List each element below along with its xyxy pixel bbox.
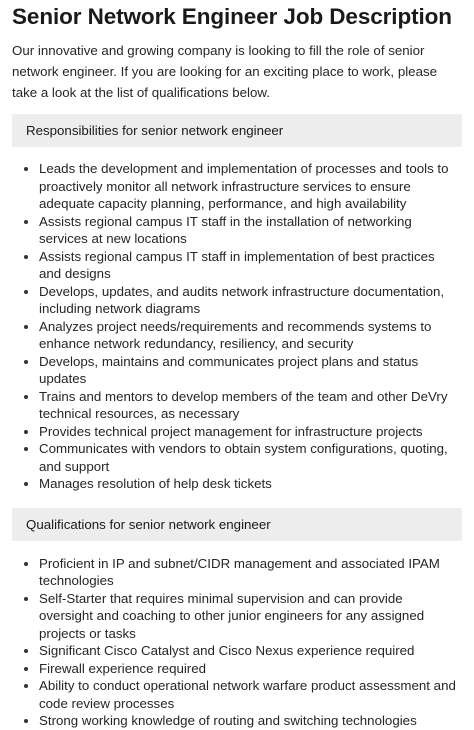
list-item-text: Analyzes project needs/requirements and recommends systems to enhance network redundancy, resiliency, and security	[39, 318, 432, 351]
responsibilities-list	[12, 160, 462, 493]
list-item-text: Assists regional campus IT staff in the installation of networking services at new locations	[39, 213, 412, 246]
page-title: Senior Network Engineer Job Description	[12, 4, 452, 29]
responsibilities-section-header	[12, 114, 462, 147]
list-item	[12, 248, 462, 283]
list-item	[12, 213, 462, 248]
list-item	[12, 423, 462, 441]
list-item-text: Manages resolution of help desk tickets	[39, 476, 272, 491]
bullet-icon	[24, 667, 28, 671]
list-item-text: Significant Cisco Catalyst and Cisco Nexus experience required	[39, 643, 415, 658]
bullet-icon	[24, 167, 28, 171]
bullet-icon	[24, 597, 28, 601]
list-item-text: Communicates with vendors to obtain system configurations, quoting, and support	[39, 441, 448, 474]
bullet-icon	[24, 430, 28, 434]
list-item	[12, 590, 462, 643]
qualifications-list	[12, 555, 462, 730]
bullet-icon	[24, 290, 28, 294]
responsibilities-heading: Responsibilities for senior network engineer	[26, 123, 284, 138]
bullet-icon	[24, 562, 28, 566]
list-item-text: Develops, updates, and audits network infrastructure documentation, including network diagrams	[39, 283, 445, 316]
list-item-text: Firewall experience required	[39, 660, 207, 676]
list-item	[12, 475, 462, 493]
list-item-text: Develops, maintains and communicates project plans and status updates	[39, 353, 419, 386]
list-item-text: Provides technical project management for infrastructure projects	[39, 423, 423, 439]
bullet-icon	[24, 649, 28, 653]
bullet-icon	[24, 719, 28, 723]
bullet-icon	[24, 220, 28, 224]
bullet-icon	[24, 482, 28, 486]
list-item	[12, 160, 462, 213]
list-item	[12, 712, 462, 730]
list-item-text: Leads the development and implementation of processes and tools to proactively monitor all network infrastructure services to ensure adequate capacity planning, performance, and high availability	[39, 161, 449, 211]
list-item	[12, 642, 462, 660]
list-item	[12, 660, 462, 678]
list-item	[12, 283, 462, 318]
list-item-text: Proficient in IP and subnet/CIDR management and associated IPAM technologies	[39, 555, 440, 588]
list-item	[12, 318, 462, 353]
qualifications-heading: Qualifications for senior network engineer	[26, 516, 271, 532]
bullet-icon	[24, 395, 28, 399]
bullet-icon	[24, 684, 28, 688]
bullet-icon	[24, 255, 28, 259]
list-item	[12, 353, 462, 388]
list-item-text: Strong working knowledge of routing and switching technologies	[39, 713, 417, 728]
list-item	[12, 388, 462, 423]
list-item-text: Assists regional campus IT staff in implementation of best practices and designs	[39, 248, 435, 281]
intro-paragraph: Our innovative and growing company is looking to fill the role of senior network engineer. If you are looking for an exciting place to work, please take a look at the list of qualifications below.	[12, 43, 438, 100]
bullet-icon	[24, 447, 28, 451]
bullet-icon	[24, 360, 28, 364]
list-item-text: Ability to conduct operational network warfare product assessment and code review processes	[39, 678, 456, 711]
list-item	[12, 440, 462, 475]
qualifications-section-header	[12, 508, 462, 541]
list-item	[12, 555, 462, 590]
list-item-text: Trains and mentors to develop members of the team and other DeVry technical resources, as necessary	[39, 388, 448, 421]
list-item-text: Self-Starter that requires minimal supervision and can provide oversight and coaching to other junior engineers for any assigned projects or tasks	[39, 590, 425, 641]
bullet-icon	[24, 325, 28, 329]
